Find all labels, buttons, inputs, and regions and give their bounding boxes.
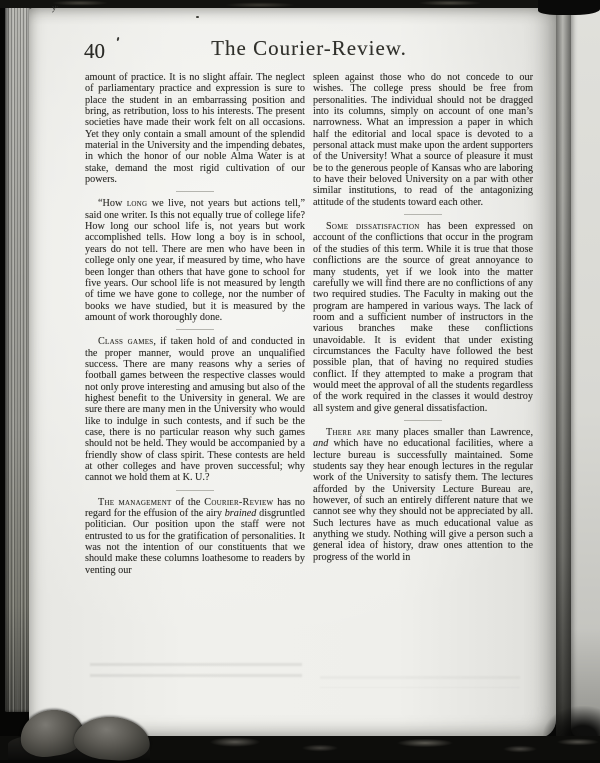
ink-bleed-through: [90, 663, 302, 685]
body-text: disgruntled politician. Our position upon the staff were not entrusted to us for the gratification of personalities. It was not the intention of our constituents that we should make these columns loathesome to readers by venting our: [85, 508, 305, 576]
body-text: of the: [171, 496, 205, 508]
section-divider: [176, 490, 214, 491]
body-text: many places smaller than Lawrence,: [371, 426, 533, 438]
small-caps-text: long: [126, 198, 148, 210]
body-text: spleen against those who do not concede to our wishes. The college press should be free from personalities. The individual should not be dragged into its columns, simply on account of one man’s narrowness. What an impression a paper in which half the editorial and local space is devoted to a personal attack must make upon the ardent supporters of the University! What a source of pleasure it must be to the generous people of Kansas who are laboring to have their beloved University on a par with other similar institutions, to read of the antagonizing attitude of the students toward each other.: [313, 72, 533, 208]
paragraph: [85, 198, 305, 323]
paragraph: [313, 221, 533, 414]
section-divider: [404, 420, 442, 421]
section-divider: [176, 329, 214, 330]
small-caps-text: Class games: [98, 336, 154, 348]
scan-background-top: [0, 0, 600, 8]
paragraph: [313, 72, 533, 208]
body-text: which have no educational facilities, where a lecture bureau is successfully maintained. Some students say they hear enough lectures in the regular work of the University to satisfy them. The lectures afforded by the University Lecture Bureau are, however, of such an entirely different nature that we cannot see why they should not be appreciated by all. Such lectures have as much educational value as anything we study. Nothing will give a person such a general idea of history, draw ones attention to the progress of the world in: [313, 438, 533, 563]
ink-speck: [196, 16, 199, 18]
italic-text: and: [313, 438, 329, 450]
column-left: [85, 72, 305, 576]
scan-shadow-top-right: [538, 0, 600, 15]
pen-mark: y·: [51, 1, 59, 13]
body-text: “How: [98, 198, 127, 210]
small-caps-text: Some dissatisfaction: [326, 221, 420, 233]
body-text: , if taken hold of and conducted in the proper manner, would prove an unqualified success. There are many reasons why a series of football games between the respective classes would not only prove interesting and amusing but also of the highest benefit to the University in general. We are sure there are many men in the University who would like to indulge in such contests, and if such be the case, there is no particular reason why such games should not be held. They would be accompanied by a friendly show of class spirit. These contests are held at other colleges and have proven successful; why cannot we hold them at K. U.?: [85, 336, 305, 484]
section-divider: [176, 191, 214, 192]
body-text: amount of practice. It is no slight affair. The neglect of parliamentary practice and expression is sure to place the student in an embarrassing position and bring, as retribution, loss to his interests. The present societies have made their work felt on all occasions. Yet they only contain a small amount of the splendid material in the University and the impending debates, in which the honor of our noble Alma Water is at stake, demand the most rigid cultivation of our powers.: [85, 72, 305, 186]
ink-bleed-through: [320, 676, 520, 688]
journal-title: The Courier-Review.: [211, 36, 407, 60]
column-right: [313, 72, 533, 576]
paragraph: [85, 497, 305, 576]
small-caps-text: Courier-Review: [204, 496, 274, 508]
small-caps-text: The management: [98, 496, 172, 508]
paragraph: [313, 427, 533, 563]
paragraph: [85, 336, 305, 483]
thumb: [8, 700, 150, 760]
paragraph: [85, 72, 305, 185]
body-text: has no regard for the effusion of the airy: [85, 496, 306, 520]
italic-text: brained: [224, 508, 257, 520]
next-page-edge: [571, 9, 600, 738]
body-text: we live, not years but actions tell,” said one writer. Is this not equally true of college life? How long our school life is, not years but work accomplished tells. How long a boy is in school, years do not tell. There are men who have been in college only one year, if measured by time, who have been longer than others that have gone to school for five years. Our school life is not measured by length of time we have gone to college, nor the number of books we have studied, but it is measured by the amount of work thoroughly done.: [85, 198, 305, 323]
section-divider: [404, 214, 442, 215]
text-columns: [85, 72, 533, 576]
book-page-edges: [5, 4, 30, 712]
small-caps-text: There are: [326, 426, 372, 438]
body-text: has been expressed on account of the conflictions that occur in the program of the studies of this term. While it is true that those conflictions are the source of great annoyance to many students, yet if we look into the matter carefully we will find there are no conflictions of any two required studies. The Faculty in making out the program are hampered in various ways. The lack of room and a sufficient number of instructors in the various branches make these conflictions unavoidable. It is evident that under existing circumstances the Faculty have followed the best possible plan, that of having no required studies conflict. If they attempted to make a program that would meet the approval of all the students regardless of the work required in the classes it would destroy all system and give general dissatisfaction.: [313, 221, 533, 414]
book-gutter: [556, 7, 571, 738]
page-number: 40: [84, 39, 105, 63]
